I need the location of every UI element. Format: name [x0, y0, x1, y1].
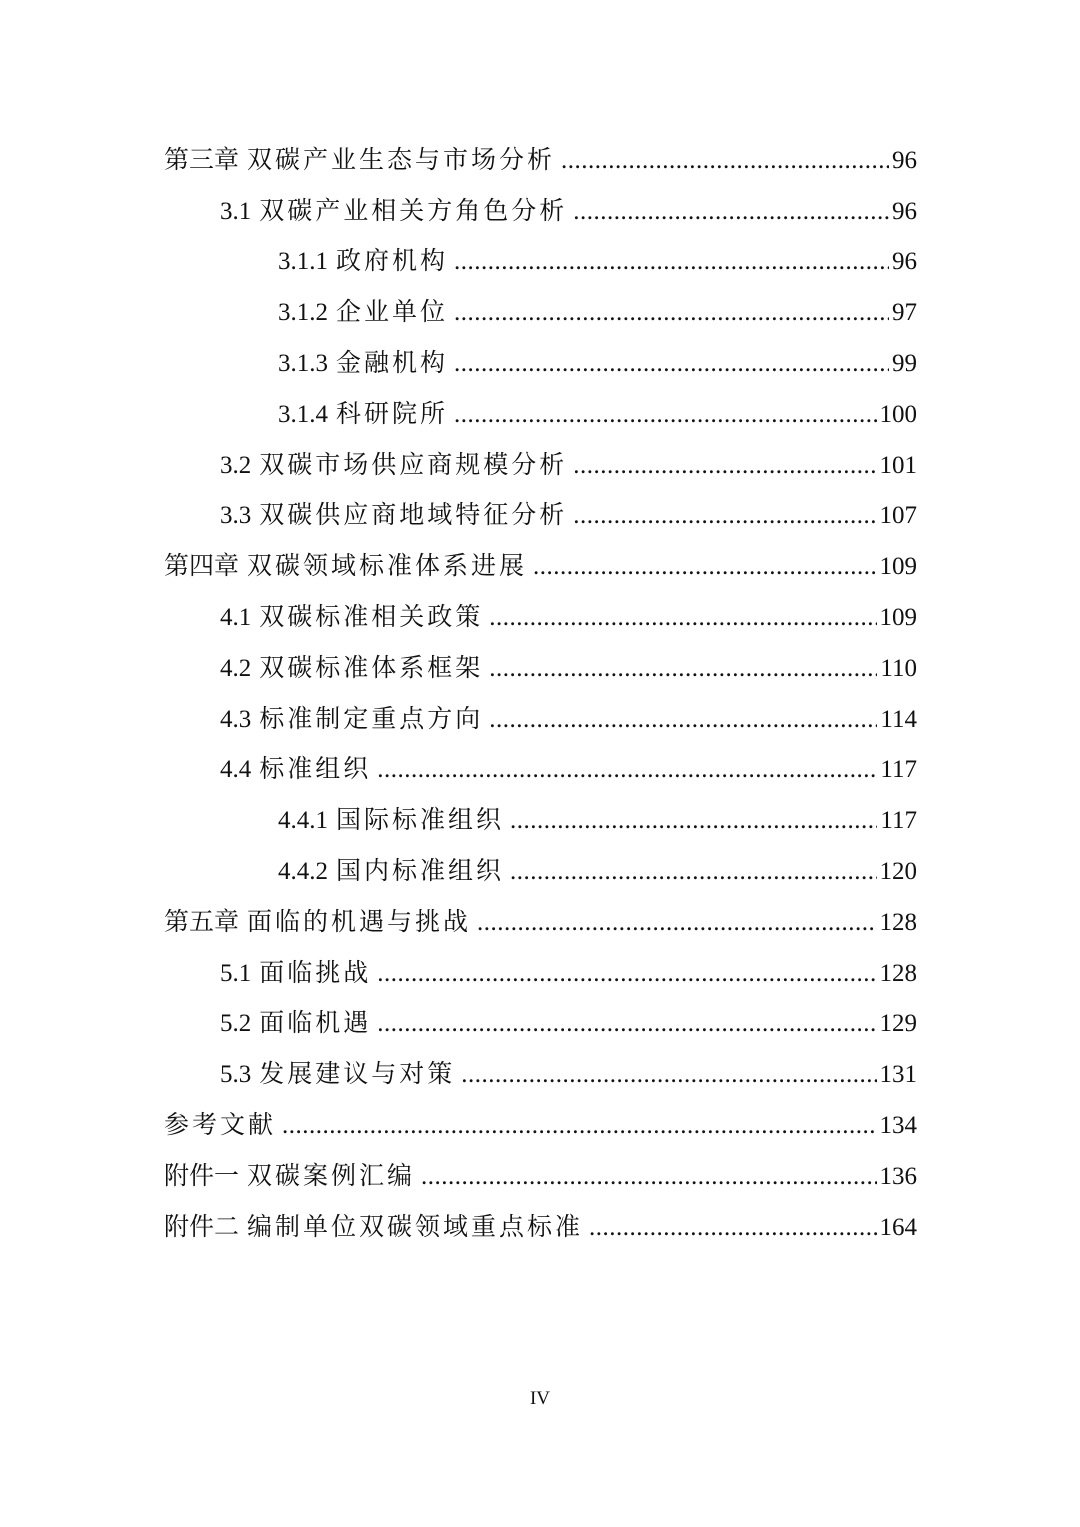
toc-page-number: 136: [879, 1162, 917, 1190]
dot-leader: [589, 1215, 876, 1240]
dot-leader: [573, 199, 889, 224]
toc-entry-appendix-1[interactable]: [164, 1151, 917, 1202]
toc-entry-title: 国内标准组织: [336, 858, 505, 886]
toc-entry-4-4[interactable]: [164, 745, 917, 796]
toc-page-number: 129: [879, 1010, 917, 1038]
toc-page-number: 100: [879, 400, 917, 428]
toc-entry-title: 金融机构: [336, 350, 449, 378]
dot-leader: [377, 961, 876, 986]
toc-entry-5-2[interactable]: [164, 999, 917, 1050]
toc-page-number: 117: [880, 807, 917, 835]
toc-page-number: 109: [879, 604, 917, 632]
toc-page-number: 128: [879, 908, 917, 936]
toc-entry-number: 5.1: [220, 959, 252, 987]
toc-entry-3-1-1[interactable]: [164, 237, 917, 288]
toc-entry-number: 4.2: [220, 654, 252, 682]
dot-leader: [454, 402, 876, 427]
toc-entry-title: 标准制定重点方向: [259, 705, 484, 733]
toc-entry-number: 第三章: [164, 146, 240, 174]
toc-page-number: 110: [880, 654, 917, 682]
toc-page-number: 120: [879, 858, 917, 886]
toc-entry-3-2[interactable]: [164, 440, 917, 491]
dot-leader: [282, 1113, 876, 1138]
toc-entry-references[interactable]: [164, 1100, 917, 1151]
dot-leader: [454, 249, 889, 274]
toc-entry-title: 国际标准组织: [336, 807, 505, 835]
toc-entry-title: 双碳标准体系框架: [259, 654, 484, 682]
toc-page-number: 96: [892, 146, 917, 174]
toc-entry-number: 4.4: [220, 756, 252, 784]
page-footer-number: IV: [529, 1388, 551, 1409]
toc-entry-title: 双碳供应商地域特征分析: [259, 502, 568, 530]
toc-entry-3-1[interactable]: [164, 186, 917, 237]
toc-entry-3-1-2[interactable]: [164, 287, 917, 338]
toc-entry-title: 双碳产业生态与市场分析: [247, 146, 556, 174]
toc-entry-3-1-3[interactable]: [164, 338, 917, 389]
toc-entry-title: 双碳标准相关政策: [259, 604, 484, 632]
dot-leader: [421, 1164, 876, 1189]
toc-entry-title: 双碳市场供应商规模分析: [259, 451, 568, 479]
toc-entry-title: 面临挑战: [259, 959, 372, 987]
toc-entry-chapter-3[interactable]: [164, 135, 917, 186]
toc-entry-title: 双碳案例汇编: [247, 1162, 416, 1190]
toc-entry-appendix-2[interactable]: [164, 1202, 917, 1253]
toc-entry-5-3[interactable]: [164, 1049, 917, 1100]
toc-page-number: 114: [880, 705, 917, 733]
toc-entry-title: 标准组织: [259, 756, 372, 784]
toc-entry-number: 4.3: [220, 705, 252, 733]
dot-leader: [489, 707, 877, 732]
toc-entry-3-1-4[interactable]: [164, 389, 917, 440]
toc-page-number: 97: [892, 299, 917, 327]
toc-entry-title: 参考文献: [164, 1112, 277, 1140]
toc-entry-number: 第四章: [164, 553, 240, 581]
dot-leader: [489, 656, 877, 681]
toc-entry-number: 3.2: [220, 451, 252, 479]
toc-entry-title: 双碳产业相关方角色分析: [259, 197, 568, 225]
toc-entry-3-3[interactable]: [164, 491, 917, 542]
toc-entry-title: 企业单位: [336, 299, 449, 327]
toc-entry-chapter-4[interactable]: [164, 541, 917, 592]
dot-leader: [533, 554, 876, 579]
toc-page-number: 96: [892, 197, 917, 225]
toc-entry-title: 双碳领域标准体系进展: [247, 553, 528, 581]
toc-entry-title: 政府机构: [336, 248, 449, 276]
table-of-contents: [164, 135, 917, 1253]
toc-entry-number: 附件一: [164, 1162, 240, 1190]
toc-entry-number: 5.2: [220, 1010, 252, 1038]
toc-page-number: 107: [879, 502, 917, 530]
toc-entry-title: 面临机遇: [259, 1010, 372, 1038]
toc-entry-title: 面临的机遇与挑战: [247, 908, 472, 936]
dot-leader: [573, 503, 876, 528]
toc-entry-number: 4.4.1: [278, 807, 328, 835]
toc-entry-number: 3.1.3: [278, 350, 328, 378]
toc-entry-number: 3.1.1: [278, 248, 328, 276]
toc-entry-number: 附件二: [164, 1213, 240, 1241]
dot-leader: [510, 808, 877, 833]
toc-entry-title: 发展建议与对策: [259, 1061, 456, 1089]
toc-entry-4-4-1[interactable]: [164, 795, 917, 846]
toc-page-number: 164: [879, 1213, 917, 1241]
toc-entry-number: 3.1: [220, 197, 252, 225]
dot-leader: [489, 605, 876, 630]
toc-entry-4-4-2[interactable]: [164, 846, 917, 897]
dot-leader: [461, 1062, 876, 1087]
dot-leader: [561, 148, 889, 173]
toc-entry-chapter-5[interactable]: [164, 897, 917, 948]
toc-entry-5-1[interactable]: [164, 948, 917, 999]
toc-entry-4-1[interactable]: [164, 592, 917, 643]
toc-entry-title: 科研院所: [336, 400, 449, 428]
toc-page-number: 128: [879, 959, 917, 987]
toc-entry-number: 3.3: [220, 502, 252, 530]
toc-entry-number: 4.1: [220, 604, 252, 632]
dot-leader: [477, 910, 876, 935]
toc-entry-number: 3.1.4: [278, 400, 328, 428]
dot-leader: [573, 453, 876, 478]
dot-leader: [377, 757, 877, 782]
toc-entry-title: 编制单位双碳领域重点标准: [247, 1213, 584, 1241]
dot-leader: [377, 1011, 876, 1036]
toc-page-number: 134: [879, 1112, 917, 1140]
toc-entry-number: 4.4.2: [278, 858, 328, 886]
toc-entry-number: 5.3: [220, 1061, 252, 1089]
dot-leader: [454, 351, 889, 376]
toc-page-number: 101: [879, 451, 917, 479]
toc-entry-4-2[interactable]: [164, 643, 917, 694]
toc-entry-4-3[interactable]: [164, 694, 917, 745]
dot-leader: [510, 859, 876, 884]
dot-leader: [454, 300, 889, 325]
toc-page-number: 99: [892, 350, 917, 378]
toc-page-number: 117: [880, 756, 917, 784]
toc-entry-number: 3.1.2: [278, 299, 328, 327]
toc-entry-number: 第五章: [164, 908, 240, 936]
toc-page-number: 96: [892, 248, 917, 276]
toc-page-number: 109: [879, 553, 917, 581]
toc-page-number: 131: [879, 1061, 917, 1089]
